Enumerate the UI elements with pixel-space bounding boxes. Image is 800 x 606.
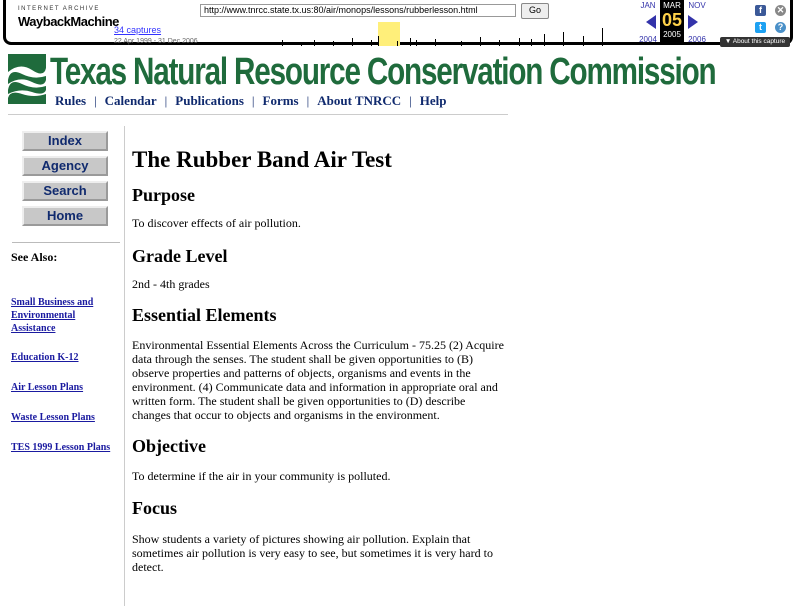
page-title: The Rubber Band Air Test <box>132 147 392 172</box>
section-heading-purpose: Purpose <box>132 185 195 205</box>
nav-separator: | <box>409 93 412 108</box>
section-heading-focus: Focus <box>132 498 177 518</box>
wayback-captures-link[interactable]: 34 captures <box>114 25 162 35</box>
nav-forms[interactable]: Forms <box>262 93 299 108</box>
link-education-k12[interactable]: Education K-12 <box>11 352 79 363</box>
wayback-cur-year: 2005 <box>663 30 681 39</box>
sidebar-rule <box>12 242 120 243</box>
wayback-prev-year[interactable]: 2004 <box>639 35 657 44</box>
header-divider <box>8 114 508 115</box>
main-content <box>132 146 504 574</box>
link-small-business[interactable]: Small Business and Environmental Assistance <box>11 297 94 334</box>
section-heading-grade-level: Grade Level <box>132 246 228 266</box>
capture-bar <box>410 38 411 46</box>
wayback-current-capture <box>660 0 684 45</box>
section-text-grade-level: 2nd - 4th grades <box>132 277 210 291</box>
nav-separator: | <box>94 93 97 108</box>
home-button[interactable]: Home <box>22 206 108 226</box>
wayback-sparkline[interactable] <box>205 26 625 46</box>
wayback-cur-month: MAR <box>663 1 681 10</box>
wayback-prev-arrow-icon[interactable] <box>646 15 656 29</box>
capture-bar <box>563 32 564 46</box>
capture-bar <box>397 41 398 46</box>
capture-bar <box>371 40 372 46</box>
link-air-lesson-plans[interactable]: Air Lesson Plans <box>11 382 84 393</box>
capture-bar <box>519 38 520 46</box>
capture-bar <box>435 39 436 46</box>
facebook-icon[interactable]: f <box>755 5 766 16</box>
sidebar-divider <box>124 126 125 606</box>
index-button[interactable]: Index <box>22 131 108 151</box>
header-nav <box>55 93 447 109</box>
nav-separator: | <box>306 93 310 108</box>
capture-bar <box>583 36 584 46</box>
capture-bar <box>282 40 283 46</box>
tnrcc-logo-icon[interactable] <box>8 54 46 104</box>
capture-bar <box>602 28 603 46</box>
help-icon[interactable]: ? <box>775 22 786 33</box>
twitter-icon[interactable]: t <box>755 22 766 33</box>
section-text-essential-elements: Environmental Essential Elements Across the Curriculum - 75.25 (2) Acquire data through the senses. The student shall be given opportunities to (B) observe properties and patterns of objects, organisms and events in the environment. (4) Communicate data and information in appropriate oral and written form. The student shall be given opportunities to (D) describe changes that occur to objects and organisms in the environment. <box>132 338 504 422</box>
wayback-url-input[interactable]: http://www.tnrcc.state.tx.us:80/air/monops/lessons/rubberlesson.html <box>200 4 516 17</box>
nav-calendar[interactable]: Calendar <box>104 93 157 108</box>
nav-separator: | <box>251 93 255 108</box>
nav-publications[interactable]: Publications <box>175 93 244 108</box>
nav-help[interactable]: Help <box>419 93 447 108</box>
wayback-logo-word-b: Machine <box>70 14 119 29</box>
search-button[interactable]: Search <box>22 181 108 201</box>
close-icon[interactable]: ✕ <box>776 5 785 15</box>
capture-bar <box>544 34 545 46</box>
link-waste-lesson-plans[interactable]: Waste Lesson Plans <box>11 412 95 423</box>
capture-bar <box>461 41 462 46</box>
section-text-purpose: To discover effects of air pollution. <box>132 216 301 230</box>
capture-bar <box>499 40 500 46</box>
nav-about[interactable]: About TNRCC <box>317 93 402 108</box>
wayback-about-button[interactable]: ▼ About this capture <box>720 37 790 47</box>
section-heading-objective: Objective <box>132 436 206 456</box>
wayback-next-arrow-icon[interactable] <box>688 15 698 29</box>
site-title[interactable]: Texas Natural Resource Conservation Commission <box>50 51 716 93</box>
wayback-cur-day: 05 <box>661 10 683 30</box>
capture-bar <box>378 36 379 46</box>
wayback-logo[interactable] <box>18 6 119 40</box>
wayback-logo-main <box>18 14 119 29</box>
capture-bar <box>333 41 334 46</box>
section-text-focus: Show students a variety of pictures showing air pollution. Explain that sometimes air pollution is very easy to see, but sometimes it is very hard to detect. <box>132 532 493 574</box>
wayback-next-year[interactable]: 2006 <box>688 35 706 44</box>
wayback-logo-top: INTERNET ARCHIVE <box>18 6 100 12</box>
capture-bar <box>314 40 315 46</box>
capture-bar <box>352 38 353 46</box>
section-heading-essential-elements: Essential Elements <box>132 305 277 325</box>
wayback-date-range: 22 Apr 1999 - 31 Dec 2006 <box>114 38 198 45</box>
nav-rules[interactable]: Rules <box>55 93 87 108</box>
link-tes-1999-lesson-plans[interactable]: TES 1999 Lesson Plans <box>11 442 111 453</box>
wayback-next-month[interactable]: NOV <box>688 1 706 10</box>
capture-bar <box>301 42 302 46</box>
wayback-logo-word-a: Wayback <box>18 14 71 29</box>
capture-bar <box>480 37 481 46</box>
agency-button[interactable]: Agency <box>22 156 108 176</box>
wayback-prev-month[interactable]: JAN <box>640 1 656 10</box>
wayback-toolbar <box>0 0 800 48</box>
see-also-heading: See Also: <box>11 250 58 264</box>
section-text-objective: To determine if the air in your community is polluted. <box>132 469 391 483</box>
capture-bar <box>531 39 532 46</box>
nav-separator: | <box>164 93 168 108</box>
wayback-go-button[interactable]: Go <box>521 3 549 19</box>
capture-bar <box>416 40 417 46</box>
